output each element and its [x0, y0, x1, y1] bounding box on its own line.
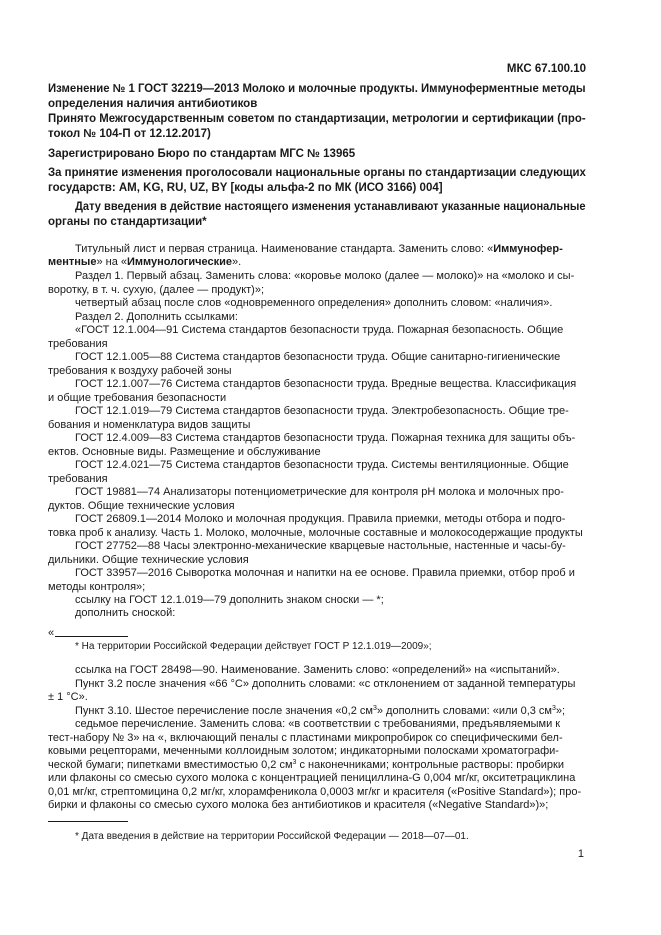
p9-text-c: »; [555, 705, 566, 717]
body-p8-line-2: ± 1 °С». [48, 691, 88, 703]
ref-1-line-2: требования [48, 338, 108, 350]
p1-term-a-part2: ментные [48, 256, 97, 268]
p1-text-f: ». [232, 256, 242, 268]
body-p10-line-7: бирки и флаконы со смесью сухого молока без антибиотиков и красителя («Negative Standard»)»; [48, 799, 549, 811]
ref-10-line-1: ГОСТ 33957—2016 Сыворотка молочная и напитки на ее основе. Правила приемки, отбор проб и [75, 567, 575, 579]
body-p3: четвертый абзац после слов «одновременного определения» дополнить словом: «наличия». [75, 297, 553, 309]
ref-4-line-1: ГОСТ 12.1.019—79 Система стандартов безопасности труда. Электробезопасность. Общие тре- [75, 405, 569, 417]
body-p1-line-1 [75, 243, 563, 257]
p1-term-b: Иммунологические [127, 256, 233, 268]
body-p7: ссылка на ГОСТ 28498—90. Наименование. Заменить слово: «определений» на «испытаний». [75, 664, 560, 676]
inner-footnote-text: * На территории Российской Федерации действует ГОСТ Р 12.1.019—2009»; [75, 641, 432, 652]
body-p10-line-4 [48, 759, 564, 773]
p10-l4-text-a: ческой бумаги; пипетками вместимостью 0,2 см [48, 759, 293, 771]
ref-4-line-2: бования и номенклатура видов защиты [48, 419, 251, 431]
ref-8-line-1: ГОСТ 26809.1—2014 Молоко и молочная продукция. Правила приемки, методы отбора и подго- [75, 513, 566, 525]
ref-6-line-1: ГОСТ 12.4.021—75 Система стандартов безопасности труда. Системы вентиляционные. Общие [75, 459, 569, 471]
classification-code: МКС 67.100.10 [506, 63, 586, 75]
change-title-line-2: определения наличия антибиотиков [48, 98, 258, 110]
body-p1-line-2 [48, 256, 241, 270]
body-p4: Раздел 2. Дополнить ссылками: [75, 311, 238, 323]
quote-open-mark: « [48, 627, 55, 639]
body-p2-line-2: воротку, в т. ч. сухую, (далее — продукт)»; [48, 284, 264, 296]
p9-sup-2: 3 [552, 705, 556, 712]
p1-term-a-part1: Иммунофер- [493, 243, 563, 255]
p1-text-a: Титульный лист и первая страница. Наименование стандарта. Заменить слово: « [75, 243, 494, 255]
voted-line-2: государств: AM, KG, RU, UZ, BY [коды альфа-2 по МК (ИСО 3166) 004] [48, 182, 443, 194]
body-p10-line-6: 0,01 мг/кг, стрептомицина 0,2 мг/кг, хлорамфеникола 0,0003 мг/кг и красителя («Positive Standard»); про- [48, 786, 582, 798]
ref-3-line-2: и общие требования безопасности [48, 392, 227, 404]
body-p9 [75, 705, 565, 719]
body-p10-line-5: или флаконы со смесью сухого молока с концентрацией пенициллина-G 0,004 мг/кг, окситетрациклина [48, 772, 576, 784]
adopted-line-2: токол № 104-П от 12.12.2017) [48, 128, 211, 140]
body-p10-line-2: тест-набору № 3» на «, включающий пеналы с пластинами микропробирок со специфическими бел- [48, 732, 563, 744]
body-p10-line-3: ковыми рецепторами, меченными коллоидным золотом; индикаторными полосками хроматографи- [48, 745, 559, 757]
effective-line-2: органы по стандартизации* [48, 216, 207, 228]
p9-text-b: » дополнить словами: «или 0,3 см [376, 705, 552, 717]
ref-6-line-2: требования [48, 473, 108, 485]
ref-2-line-1: ГОСТ 12.1.005—88 Система стандартов безопасности труда. Общие санитарно-гигиенические [75, 351, 561, 363]
body-p5: ссылку на ГОСТ 12.1.019—79 дополнить знаком сноски — *; [75, 594, 384, 606]
adopted-line-1: Принято Межгосударственным советом по стандартизации, метрологии и сертификации (про- [48, 113, 586, 125]
p10-l4-text-b: с наконечниками; контрольные растворы: пробирки [296, 759, 564, 771]
footnote-rule [48, 821, 128, 822]
ref-8-line-2: товка проб к анализу. Часть 1. Молоко, молочные, молочные составные и молокосодержащие продукты [48, 527, 583, 539]
voted-line-1: За принятие изменения проголосовали национальные органы по стандартизации следующих [48, 167, 586, 179]
change-title-line-1: Изменение № 1 ГОСТ 32219—2013 Молоко и молочные продукты. Иммуноферментные методы [48, 83, 586, 95]
body-p2-line-1: Раздел 1. Первый абзац. Заменить слова: «коровье молоко (далее — молоко)» на «молоко и сы- [75, 270, 575, 282]
registered-line: Зарегистрировано Бюро по стандартам МГС № 13965 [48, 148, 356, 160]
ref-2-line-2: требования к воздуху рабочей зоны [48, 365, 232, 377]
ref-9-line-2: дильники. Общие технические условия [48, 554, 249, 566]
body-p8-line-1: Пункт 3.2 после значения «66 °С» дополнить словами: «с отклонением от заданной температуры [75, 678, 576, 690]
ref-5-line-2: ектов. Основные виды. Размещение и обслуживание [48, 446, 321, 458]
p10-l4-sup: 3 [292, 759, 297, 766]
inner-footnote-rule [55, 636, 128, 637]
ref-10-line-2: методы контроля»; [48, 581, 146, 593]
page-footnote: * Дата введения в действие на территории Российской Федерации — 2018—07—01. [75, 831, 469, 842]
ref-5-line-1: ГОСТ 12.4.009—83 Система стандартов безопасности труда. Пожарная техника для защиты объ- [75, 432, 576, 444]
body-p10-line-1: седьмое перечисление. Заменить слова: «в соответствии с требованиями, предъявляемыми к [75, 718, 561, 730]
p9-sup-1: 3 [372, 705, 377, 712]
effective-line-1: Дату введения в действие настоящего изменения устанавливают указанные национальные [75, 201, 586, 213]
body-p6: дополнить сноской: [75, 607, 176, 619]
ref-3-line-1: ГОСТ 12.1.007—76 Система стандартов безопасности труда. Вредные вещества. Классификация [75, 378, 577, 390]
page-number: 1 [577, 848, 584, 860]
p9-text-a: Пункт 3.10. Шестое перечисление после значения «0,2 см [75, 705, 373, 717]
ref-1-line-1: «ГОСТ 12.1.004—91 Система стандартов безопасности труда. Пожарная безопасность. Общие [75, 324, 564, 336]
ref-7-line-2: дуктов. Общие технические условия [48, 500, 235, 512]
p1-text-d: » на « [96, 256, 127, 268]
ref-7-line-1: ГОСТ 19881—74 Анализаторы потенциометрические для контроля pH молока и молочных про- [75, 486, 564, 498]
ref-9-line-1: ГОСТ 27752—88 Часы электронно-механические кварцевые настольные, настенные и часы-бу- [75, 540, 566, 552]
